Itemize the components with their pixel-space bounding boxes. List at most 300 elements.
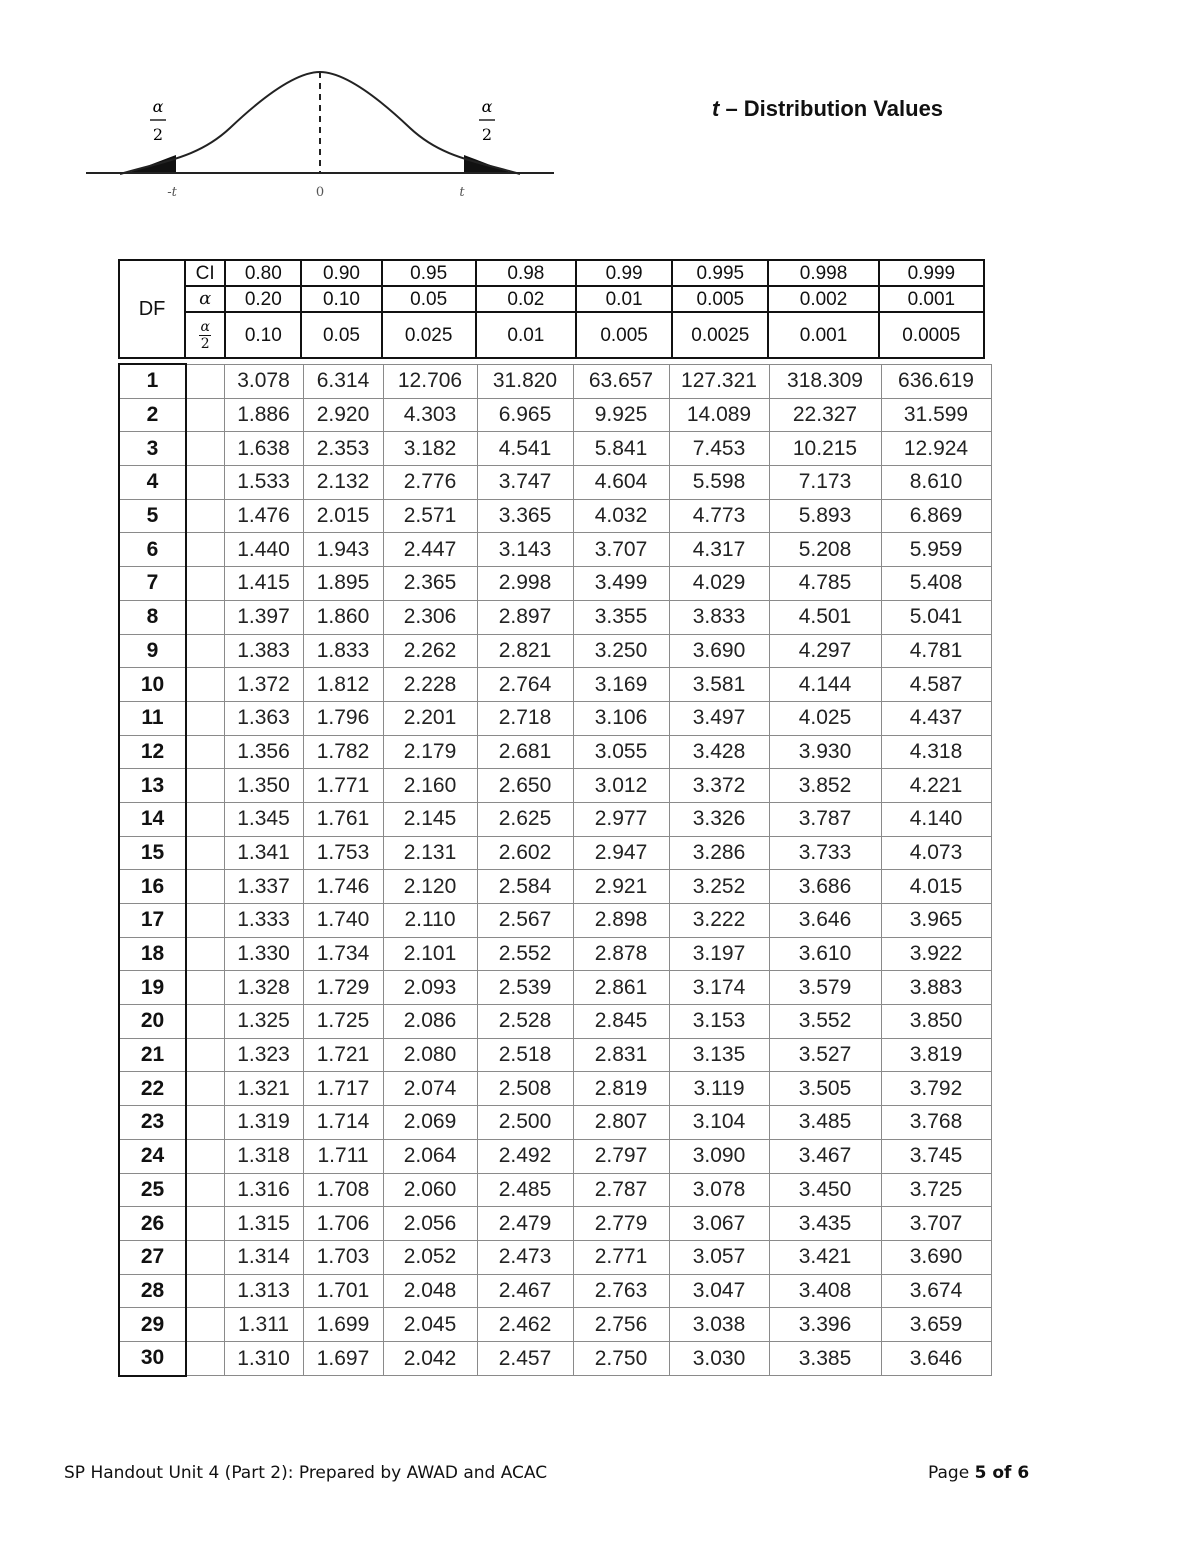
table-row: [119, 600, 991, 634]
blank-cell: [186, 466, 224, 500]
t-value-cell: 2.145: [383, 802, 477, 836]
df-header: DF: [119, 260, 185, 358]
header-table: [118, 259, 985, 359]
t-value-cell: 2.353: [303, 432, 383, 466]
ci-value: 0.995: [672, 260, 768, 286]
t-value-cell: 4.297: [769, 634, 881, 668]
right-alpha-label: α: [481, 97, 493, 116]
t-value-cell: 3.646: [769, 904, 881, 938]
t-value-cell: 2.831: [573, 1038, 669, 1072]
t-value-cell: 2.845: [573, 1005, 669, 1039]
t-value-cell: 2.750: [573, 1341, 669, 1375]
t-value-cell: 2.878: [573, 937, 669, 971]
t-value-cell: 2.898: [573, 904, 669, 938]
blank-cell: [186, 1240, 224, 1274]
t-value-cell: 3.182: [383, 432, 477, 466]
ci-value: 0.999: [879, 260, 984, 286]
t-value-cell: 2.093: [383, 971, 477, 1005]
t-value-cell: 4.015: [881, 870, 991, 904]
t-value-cell: 4.318: [881, 735, 991, 769]
t-value-cell: 5.959: [881, 533, 991, 567]
t-value-cell: 3.527: [769, 1038, 881, 1072]
t-value-cell: 1.341: [224, 836, 303, 870]
t-value-cell: 5.208: [769, 533, 881, 567]
t-value-cell: 2.228: [383, 668, 477, 702]
title-text: – Distribution Values: [719, 96, 944, 121]
t-value-cell: 1.333: [224, 904, 303, 938]
t-value-cell: 3.686: [769, 870, 881, 904]
t-value-cell: 2.819: [573, 1072, 669, 1106]
t-value-cell: 2.048: [383, 1274, 477, 1308]
t-value-cell: 3.078: [224, 364, 303, 398]
table-row: [119, 466, 991, 500]
t-value-cell: 5.041: [881, 600, 991, 634]
t-value-cell: 6.869: [881, 499, 991, 533]
df-cell: 29: [119, 1308, 186, 1342]
t-value-cell: 4.781: [881, 634, 991, 668]
t-value-cell: 3.012: [573, 769, 669, 803]
t-value-cell: 3.883: [881, 971, 991, 1005]
t-value-cell: 3.852: [769, 769, 881, 803]
t-value-cell: 636.619: [881, 364, 991, 398]
t-value-cell: 2.492: [477, 1139, 573, 1173]
alpha-label: α: [185, 286, 225, 312]
df-cell: 2: [119, 398, 186, 432]
page-current: 5: [974, 1463, 987, 1483]
t-value-cell: 3.057: [669, 1240, 769, 1274]
t-value-cell: 2.179: [383, 735, 477, 769]
t-value-cell: 127.321: [669, 364, 769, 398]
right-two-label: 2: [481, 125, 493, 144]
t-value-cell: 2.056: [383, 1207, 477, 1241]
blank-cell: [186, 499, 224, 533]
of-word: of: [986, 1463, 1018, 1483]
t-value-cell: 1.729: [303, 971, 383, 1005]
t-value-cell: 2.262: [383, 634, 477, 668]
t-value-cell: 1.440: [224, 533, 303, 567]
ci-value: 0.80: [225, 260, 301, 286]
t-value-cell: 1.314: [224, 1240, 303, 1274]
ci-label: CI: [185, 260, 225, 286]
t-value-cell: 4.604: [573, 466, 669, 500]
t-values-table: [118, 363, 992, 1377]
t-value-cell: 8.610: [881, 466, 991, 500]
t-value-cell: 2.602: [477, 836, 573, 870]
t-value-cell: 1.711: [303, 1139, 383, 1173]
t-value-cell: 1.321: [224, 1072, 303, 1106]
t-value-cell: 3.055: [573, 735, 669, 769]
t-value-cell: 1.350: [224, 769, 303, 803]
t-value-cell: 2.528: [477, 1005, 573, 1039]
t-value-cell: 2.080: [383, 1038, 477, 1072]
t-value-cell: 2.797: [573, 1139, 669, 1173]
t-value-cell: 1.771: [303, 769, 383, 803]
table-row: [119, 567, 991, 601]
table-row: [119, 735, 991, 769]
half-alpha-numerator: α: [200, 318, 210, 335]
t-value-cell: 3.174: [669, 971, 769, 1005]
blank-cell: [186, 1038, 224, 1072]
t-value-cell: 2.998: [477, 567, 573, 601]
t-value-cell: 1.833: [303, 634, 383, 668]
t-value-cell: 2.921: [573, 870, 669, 904]
blank-cell: [186, 1139, 224, 1173]
df-cell: 8: [119, 600, 186, 634]
half-alpha-denominator: 2: [200, 335, 210, 352]
t-value-cell: 3.733: [769, 836, 881, 870]
t-value-cell: 2.074: [383, 1072, 477, 1106]
t-value-cell: 1.860: [303, 600, 383, 634]
df-cell: 13: [119, 769, 186, 803]
t-value-cell: 1.356: [224, 735, 303, 769]
pos-t-label: t: [459, 185, 465, 200]
t-value-cell: 1.476: [224, 499, 303, 533]
t-value-cell: 1.397: [224, 600, 303, 634]
header-ci-row: [119, 260, 984, 286]
t-value-cell: 2.473: [477, 1240, 573, 1274]
t-value-cell: 2.650: [477, 769, 573, 803]
alpha-value: 0.005: [672, 286, 768, 312]
t-value-cell: 1.318: [224, 1139, 303, 1173]
t-value-cell: 5.598: [669, 466, 769, 500]
df-cell: 3: [119, 432, 186, 466]
t-value-cell: 3.365: [477, 499, 573, 533]
t-value-cell: 1.746: [303, 870, 383, 904]
t-value-cell: 3.030: [669, 1341, 769, 1375]
t-value-cell: 2.120: [383, 870, 477, 904]
t-value-cell: 2.060: [383, 1173, 477, 1207]
t-value-cell: 3.385: [769, 1341, 881, 1375]
table-row: [119, 364, 991, 398]
t-value-cell: 3.850: [881, 1005, 991, 1039]
t-value-cell: 2.756: [573, 1308, 669, 1342]
half-alpha-value: 0.10: [225, 312, 301, 358]
page-total: 6: [1017, 1463, 1030, 1483]
table-row: [119, 1106, 991, 1140]
blank-cell: [186, 701, 224, 735]
blank-cell: [186, 1341, 224, 1375]
t-value-cell: 1.703: [303, 1240, 383, 1274]
t-value-cell: 1.886: [224, 398, 303, 432]
t-value-cell: 2.821: [477, 634, 573, 668]
t-value-cell: 3.922: [881, 937, 991, 971]
t-value-cell: 4.437: [881, 701, 991, 735]
t-value-cell: 1.325: [224, 1005, 303, 1039]
table-row: [119, 1173, 991, 1207]
table-row: [119, 1240, 991, 1274]
df-cell: 25: [119, 1173, 186, 1207]
table-row: [119, 904, 991, 938]
t-value-cell: 1.734: [303, 937, 383, 971]
t-value-cell: 3.707: [573, 533, 669, 567]
t-value-cell: 1.310: [224, 1341, 303, 1375]
blank-cell: [186, 1207, 224, 1241]
t-value-cell: 2.625: [477, 802, 573, 836]
t-value-cell: 2.977: [573, 802, 669, 836]
alpha-value: 0.10: [301, 286, 381, 312]
table-row: [119, 1038, 991, 1072]
t-value-cell: 1.708: [303, 1173, 383, 1207]
blank-cell: [186, 1173, 224, 1207]
t-value-cell: 3.690: [881, 1240, 991, 1274]
df-cell: 23: [119, 1106, 186, 1140]
t-value-cell: 63.657: [573, 364, 669, 398]
t-value-cell: 3.467: [769, 1139, 881, 1173]
df-cell: 16: [119, 870, 186, 904]
t-value-cell: 3.787: [769, 802, 881, 836]
t-value-cell: 2.571: [383, 499, 477, 533]
t-value-cell: 3.833: [669, 600, 769, 634]
blank-cell: [186, 1106, 224, 1140]
left-two-label: 2: [152, 125, 164, 144]
t-value-cell: 3.725: [881, 1173, 991, 1207]
t-value-cell: 2.045: [383, 1308, 477, 1342]
blank-cell: [186, 870, 224, 904]
t-value-cell: 4.785: [769, 567, 881, 601]
df-cell: 11: [119, 701, 186, 735]
t-value-cell: 1.812: [303, 668, 383, 702]
t-value-cell: 3.119: [669, 1072, 769, 1106]
df-cell: 14: [119, 802, 186, 836]
t-value-cell: 4.032: [573, 499, 669, 533]
t-value-cell: 5.893: [769, 499, 881, 533]
t-value-cell: 2.779: [573, 1207, 669, 1241]
t-value-cell: 2.132: [303, 466, 383, 500]
t-value-cell: 3.153: [669, 1005, 769, 1039]
table-row: [119, 634, 991, 668]
t-value-cell: 2.467: [477, 1274, 573, 1308]
t-value-cell: 3.408: [769, 1274, 881, 1308]
t-value-cell: 3.355: [573, 600, 669, 634]
t-value-cell: 1.753: [303, 836, 383, 870]
t-value-cell: 3.745: [881, 1139, 991, 1173]
df-cell: 24: [119, 1139, 186, 1173]
t-value-cell: 2.764: [477, 668, 573, 702]
t-value-cell: 3.435: [769, 1207, 881, 1241]
t-value-cell: 2.763: [573, 1274, 669, 1308]
t-value-cell: 3.396: [769, 1308, 881, 1342]
t-value-cell: 2.462: [477, 1308, 573, 1342]
t-value-cell: 3.581: [669, 668, 769, 702]
blank-cell: [186, 1072, 224, 1106]
table-row: [119, 1207, 991, 1241]
t-value-cell: 7.173: [769, 466, 881, 500]
t-value-cell: 3.421: [769, 1240, 881, 1274]
blank-cell: [186, 937, 224, 971]
t-value-cell: 2.160: [383, 769, 477, 803]
t-value-cell: 1.319: [224, 1106, 303, 1140]
t-value-cell: 3.104: [669, 1106, 769, 1140]
alpha-value: 0.01: [576, 286, 672, 312]
zero-label: 0: [315, 185, 325, 200]
t-value-cell: 2.861: [573, 971, 669, 1005]
table-row: [119, 668, 991, 702]
t-value-cell: 3.610: [769, 937, 881, 971]
t-value-cell: 1.345: [224, 802, 303, 836]
t-value-cell: 3.485: [769, 1106, 881, 1140]
t-value-cell: 3.047: [669, 1274, 769, 1308]
page-title: [712, 96, 943, 122]
t-value-cell: 2.718: [477, 701, 573, 735]
table-row: [119, 398, 991, 432]
t-value-cell: 2.776: [383, 466, 477, 500]
table-row: [119, 1341, 991, 1375]
t-value-cell: 3.326: [669, 802, 769, 836]
t-value-cell: 1.717: [303, 1072, 383, 1106]
df-cell: 30: [119, 1341, 186, 1375]
ci-value: 0.90: [301, 260, 381, 286]
table-body: [119, 364, 991, 1376]
t-value-cell: 31.599: [881, 398, 991, 432]
t-value-cell: 4.025: [769, 701, 881, 735]
t-value-cell: 3.707: [881, 1207, 991, 1241]
table-row: [119, 802, 991, 836]
alpha-value: 0.20: [225, 286, 301, 312]
df-cell: 9: [119, 634, 186, 668]
t-value-cell: 4.501: [769, 600, 881, 634]
t-value-cell: 1.740: [303, 904, 383, 938]
t-value-cell: 2.567: [477, 904, 573, 938]
df-cell: 27: [119, 1240, 186, 1274]
t-value-cell: 4.221: [881, 769, 991, 803]
table-row: [119, 1072, 991, 1106]
df-cell: 10: [119, 668, 186, 702]
blank-cell: [186, 1274, 224, 1308]
header-alpha-row: [119, 286, 984, 312]
df-cell: 18: [119, 937, 186, 971]
blank-cell: [186, 1308, 224, 1342]
table-row: [119, 870, 991, 904]
half-alpha-value: 0.001: [768, 312, 878, 358]
t-value-cell: 4.144: [769, 668, 881, 702]
blank-cell: [186, 836, 224, 870]
blank-cell: [186, 600, 224, 634]
half-alpha-value: 0.005: [576, 312, 672, 358]
df-cell: 17: [119, 904, 186, 938]
t-value-cell: 3.197: [669, 937, 769, 971]
header-half-alpha-row: [119, 312, 984, 358]
blank-cell: [186, 769, 224, 803]
blank-cell: [186, 1005, 224, 1039]
df-cell: 7: [119, 567, 186, 601]
t-value-cell: 2.920: [303, 398, 383, 432]
t-value-cell: 2.479: [477, 1207, 573, 1241]
alpha-value: 0.02: [476, 286, 576, 312]
blank-cell: [186, 668, 224, 702]
df-cell: 19: [119, 971, 186, 1005]
table-row: [119, 769, 991, 803]
t-value-cell: 2.947: [573, 836, 669, 870]
t-value-cell: 4.773: [669, 499, 769, 533]
t-value-cell: 1.697: [303, 1341, 383, 1375]
t-value-cell: 5.408: [881, 567, 991, 601]
t-value-cell: 2.518: [477, 1038, 573, 1072]
t-value-cell: 2.201: [383, 701, 477, 735]
page-word: Page: [928, 1463, 975, 1483]
t-value-cell: 1.721: [303, 1038, 383, 1072]
t-value-cell: 2.584: [477, 870, 573, 904]
t-value-cell: 2.110: [383, 904, 477, 938]
t-value-cell: 1.415: [224, 567, 303, 601]
t-value-cell: 1.761: [303, 802, 383, 836]
t-value-cell: 3.143: [477, 533, 573, 567]
t-value-cell: 1.714: [303, 1106, 383, 1140]
t-value-cell: 1.383: [224, 634, 303, 668]
blank-cell: [186, 802, 224, 836]
t-value-cell: 3.747: [477, 466, 573, 500]
table-row: [119, 1274, 991, 1308]
t-value-cell: 3.497: [669, 701, 769, 735]
half-alpha-value: 0.05: [301, 312, 381, 358]
t-value-cell: 2.306: [383, 600, 477, 634]
table-row: [119, 533, 991, 567]
t-value-cell: 1.313: [224, 1274, 303, 1308]
t-value-cell: 2.101: [383, 937, 477, 971]
ci-value: 0.998: [768, 260, 878, 286]
blank-cell: [186, 432, 224, 466]
t-value-cell: 12.924: [881, 432, 991, 466]
t-value-cell: 2.897: [477, 600, 573, 634]
footer-credit: SP Handout Unit 4 (Part 2): Prepared by AWAD and ACAC: [64, 1463, 548, 1483]
t-value-cell: 3.286: [669, 836, 769, 870]
t-value-cell: 22.327: [769, 398, 881, 432]
t-value-cell: 3.819: [881, 1038, 991, 1072]
t-value-cell: 3.372: [669, 769, 769, 803]
t-value-cell: 1.699: [303, 1308, 383, 1342]
df-cell: 15: [119, 836, 186, 870]
half-alpha-value: 0.0005: [879, 312, 984, 358]
t-value-cell: 3.038: [669, 1308, 769, 1342]
t-value-cell: 2.508: [477, 1072, 573, 1106]
t-value-cell: 2.771: [573, 1240, 669, 1274]
t-value-cell: 2.365: [383, 567, 477, 601]
t-value-cell: 1.323: [224, 1038, 303, 1072]
t-value-cell: 2.015: [303, 499, 383, 533]
t-value-cell: 2.447: [383, 533, 477, 567]
t-value-cell: 2.042: [383, 1341, 477, 1375]
t-value-cell: 4.073: [881, 836, 991, 870]
t-value-cell: 3.674: [881, 1274, 991, 1308]
t-value-cell: 2.552: [477, 937, 573, 971]
t-value-cell: 1.706: [303, 1207, 383, 1241]
t-value-cell: 1.311: [224, 1308, 303, 1342]
half-alpha-value: 0.01: [476, 312, 576, 358]
table-row: [119, 937, 991, 971]
t-value-cell: 2.457: [477, 1341, 573, 1375]
blank-cell: [186, 971, 224, 1005]
ci-value: 0.98: [476, 260, 576, 286]
neg-t-label: -t: [167, 185, 177, 200]
df-cell: 4: [119, 466, 186, 500]
t-distribution-curve-figure: [80, 60, 560, 210]
t-value-cell: 3.965: [881, 904, 991, 938]
t-value-cell: 7.453: [669, 432, 769, 466]
table-row: [119, 1139, 991, 1173]
half-alpha-value: 0.0025: [672, 312, 768, 358]
t-value-cell: 3.169: [573, 668, 669, 702]
t-value-cell: 1.533: [224, 466, 303, 500]
df-cell: 20: [119, 1005, 186, 1039]
t-value-cell: 3.135: [669, 1038, 769, 1072]
table-row: [119, 1308, 991, 1342]
t-value-cell: 3.428: [669, 735, 769, 769]
t-value-cell: 3.552: [769, 1005, 881, 1039]
t-value-cell: 3.579: [769, 971, 881, 1005]
t-value-cell: 3.090: [669, 1139, 769, 1173]
t-value-cell: 1.725: [303, 1005, 383, 1039]
t-value-cell: 12.706: [383, 364, 477, 398]
t-value-cell: 6.965: [477, 398, 573, 432]
